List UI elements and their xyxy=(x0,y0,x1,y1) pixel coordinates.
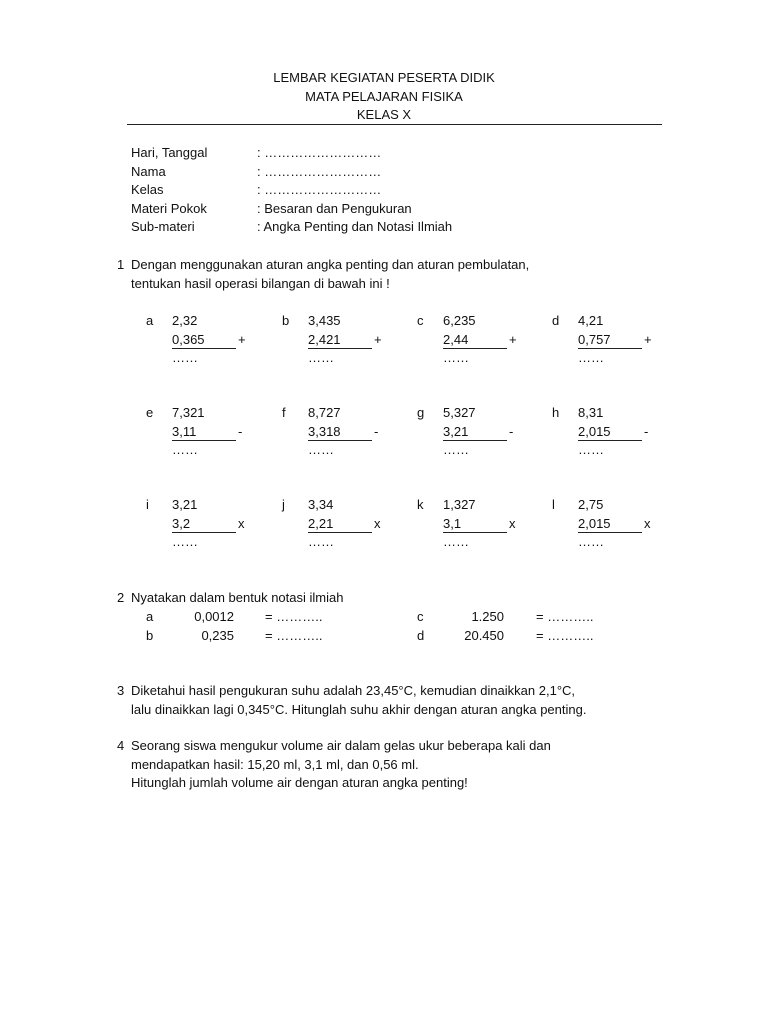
q1-text-line-1: Dengan menggunakan aturan angka penting dan aturan pembulatan, xyxy=(131,257,530,272)
header-line-2: MATA PELAJARAN FISIKA xyxy=(305,89,463,104)
q1-b-letter: b xyxy=(282,313,290,328)
info-value-name: : ……………………… xyxy=(257,164,382,179)
q2-answer-b: = ……….. xyxy=(265,628,323,643)
q4-text-line-2: mendapatkan hasil: 15,20 ml, 3,1 ml, dan 0,56 ml. xyxy=(131,757,419,772)
q1-i-letter: i xyxy=(146,497,149,512)
q2-answer-c: = ……….. xyxy=(536,609,594,624)
q1-k-operand-top: 1,327 xyxy=(443,497,476,512)
q1-h-result: …… xyxy=(578,442,604,457)
q1-d-operand-top: 4,21 xyxy=(578,313,604,328)
q1-j-letter: j xyxy=(282,497,285,512)
q1-i-operand-bottom: 3,2 xyxy=(172,516,191,531)
q1-c-sum-line xyxy=(443,348,507,349)
q1-b-sum-line xyxy=(308,348,372,349)
q1-j-sum-line xyxy=(308,532,372,533)
q1-b-operand-top: 3,435 xyxy=(308,313,341,328)
q1-c-letter: c xyxy=(417,313,424,328)
q1-g-letter: g xyxy=(417,405,425,420)
q1-number: 1 xyxy=(117,257,125,272)
q2-number: 2 xyxy=(117,590,125,605)
q1-i-operator: x xyxy=(238,516,245,531)
q1-j-operator: x xyxy=(374,516,381,531)
q1-k-letter: k xyxy=(417,497,424,512)
q2-value-a: 0,0012 xyxy=(194,609,234,624)
q1-h-letter: h xyxy=(552,405,560,420)
q1-i-operand-top: 3,21 xyxy=(172,497,198,512)
q1-j-operand-top: 3,34 xyxy=(308,497,334,512)
q1-k-sum-line xyxy=(443,532,507,533)
q1-f-operator: - xyxy=(374,424,379,439)
q1-c-result: …… xyxy=(443,350,469,365)
q1-l-operand-top: 2,75 xyxy=(578,497,604,512)
q1-f-sum-line xyxy=(308,440,372,441)
q1-a-letter: a xyxy=(146,313,154,328)
q1-h-sum-line xyxy=(578,440,642,441)
q1-f-result: …… xyxy=(308,442,334,457)
q3-number: 3 xyxy=(117,683,125,698)
q1-e-result: …… xyxy=(172,442,198,457)
q2-letter-b: b xyxy=(146,628,154,643)
q1-c-operator: + xyxy=(509,332,517,347)
q1-e-letter: e xyxy=(146,405,154,420)
header-line-3: KELAS X xyxy=(356,107,412,122)
q1-e-sum-line xyxy=(172,440,236,441)
info-value-subtopic: : Angka Penting dan Notasi Ilmiah xyxy=(257,219,453,234)
q1-f-operand-top: 8,727 xyxy=(308,405,341,420)
q1-d-operator: + xyxy=(644,332,652,347)
q1-f-operand-bottom: 3,318 xyxy=(308,424,341,439)
info-label-date: Hari, Tanggal xyxy=(131,145,208,160)
q1-l-operand-bottom: 2,015 xyxy=(578,516,611,531)
q3-text-line-1: Diketahui hasil pengukuran suhu adalah 23,45°C, kemudian dinaikkan 2,1°C, xyxy=(131,683,576,698)
q1-d-letter: d xyxy=(552,313,560,328)
q1-b-operand-bottom: 2,421 xyxy=(308,332,341,347)
q2-text: Nyatakan dalam bentuk notasi ilmiah xyxy=(131,590,344,605)
q1-h-operand-bottom: 2,015 xyxy=(578,424,611,439)
q2-value-b: 0,235 xyxy=(201,628,234,643)
q1-f-letter: f xyxy=(282,405,286,420)
info-label-subtopic: Sub-materi xyxy=(131,219,195,234)
q1-a-operator: + xyxy=(238,332,246,347)
q1-e-operand-top: 7,321 xyxy=(172,405,205,420)
q1-a-sum-line xyxy=(172,348,236,349)
q1-b-operator: + xyxy=(374,332,382,347)
q1-a-operand-bottom: 0,365 xyxy=(172,332,205,347)
q2-value-c: 1.250 xyxy=(471,609,504,624)
q1-g-operand-bottom: 3,21 xyxy=(443,424,469,439)
q1-e-operator: - xyxy=(238,424,243,439)
q1-l-operator: x xyxy=(644,516,651,531)
q2-letter-c: c xyxy=(417,609,424,624)
q2-letter-a: a xyxy=(146,609,154,624)
q1-b-result: …… xyxy=(308,350,334,365)
q2-answer-a: = ……….. xyxy=(265,609,323,624)
info-label-class: Kelas xyxy=(131,182,164,197)
info-value-date: : ……………………… xyxy=(257,145,382,160)
q1-k-result: …… xyxy=(443,534,469,549)
q1-g-operator: - xyxy=(509,424,514,439)
info-value-topic: : Besaran dan Pengukuran xyxy=(257,201,412,216)
q1-l-letter: l xyxy=(552,497,555,512)
q1-k-operand-bottom: 3,1 xyxy=(443,516,462,531)
q4-text-line-3: Hitunglah jumlah volume air dengan aturan angka penting! xyxy=(131,775,468,790)
q1-l-sum-line xyxy=(578,532,642,533)
q1-a-result: …… xyxy=(172,350,198,365)
info-value-class: : ……………………… xyxy=(257,182,382,197)
q4-text-line-1: Seorang siswa mengukur volume air dalam gelas ukur beberapa kali dan xyxy=(131,738,551,753)
q1-text-line-2: tentukan hasil operasi bilangan di bawah ini ! xyxy=(131,276,390,291)
q1-g-sum-line xyxy=(443,440,507,441)
q1-i-sum-line xyxy=(172,532,236,533)
q1-d-operand-bottom: 0,757 xyxy=(578,332,611,347)
q1-d-result: …… xyxy=(578,350,604,365)
info-label-topic: Materi Pokok xyxy=(131,201,207,216)
header-divider xyxy=(127,124,662,125)
q2-letter-d: d xyxy=(417,628,425,643)
q2-value-d: 20.450 xyxy=(464,628,504,643)
q1-j-operand-bottom: 2,21 xyxy=(308,516,334,531)
q1-c-operand-bottom: 2,44 xyxy=(443,332,469,347)
q1-g-operand-top: 5,327 xyxy=(443,405,476,420)
q1-c-operand-top: 6,235 xyxy=(443,313,476,328)
header-line-1: LEMBAR KEGIATAN PESERTA DIDIK xyxy=(273,70,495,85)
q1-i-result: …… xyxy=(172,534,198,549)
q1-k-operator: x xyxy=(509,516,516,531)
q1-l-result: …… xyxy=(578,534,604,549)
q4-number: 4 xyxy=(117,738,125,753)
q1-j-result: …… xyxy=(308,534,334,549)
info-label-name: Nama xyxy=(131,164,166,179)
q1-d-sum-line xyxy=(578,348,642,349)
q1-h-operator: - xyxy=(644,424,649,439)
q3-text-line-2: lalu dinaikkan lagi 0,345°C. Hitunglah suhu akhir dengan aturan angka penting. xyxy=(131,702,587,717)
q1-a-operand-top: 2,32 xyxy=(172,313,198,328)
q1-h-operand-top: 8,31 xyxy=(578,405,604,420)
q1-e-operand-bottom: 3,11 xyxy=(172,424,197,439)
q2-answer-d: = ……….. xyxy=(536,628,594,643)
q1-g-result: …… xyxy=(443,442,469,457)
